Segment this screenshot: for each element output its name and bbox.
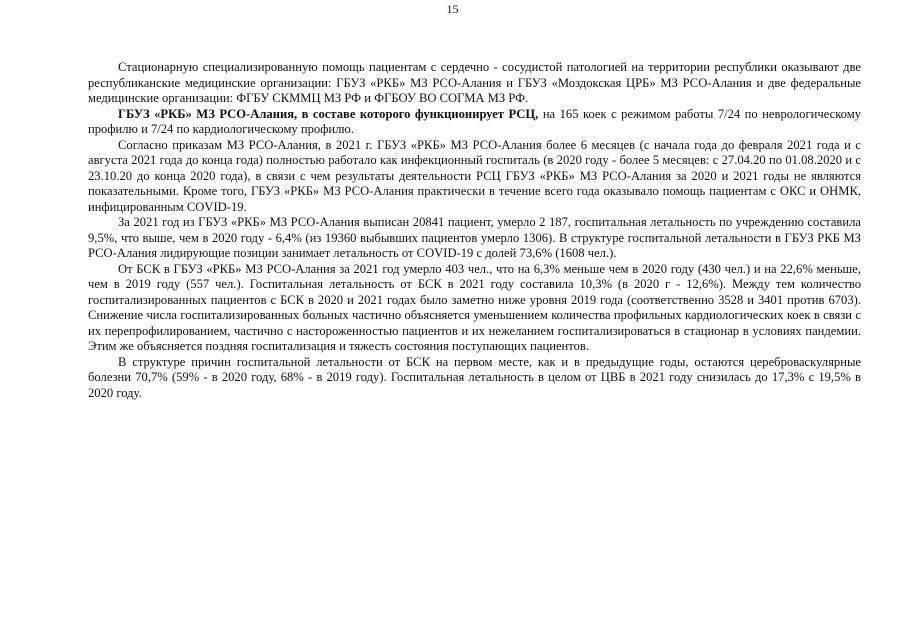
paragraph-bsk-deaths: От БСК в ГБУЗ «РКБ» МЗ РСО-Алания за 2021 год умерло 403 чел., что на 6,3% меньше чем в 2020 году (430 чел.) и на 22,6% меньше, чем в 2019 году (557 чел.). Госпитальная летальность от БСК в 2021 году составила 10,3% (в 2020 г - 12,6%). Между тем количество госпитализированных пациентов с БСК в 2020 и 2021 годах было заметно ниже уровня 2019 года (соответственно 3528 и 3401 против 6703). Снижение числа госпитализированных больных частично объясняется уменьшением количества профильных кардиологических коек в связи с их перепрофилированием, частично с настороженностью пациентов и их нежеланием госпитализироваться в стационар в условиях пандемии. Этим же объясняется поздняя госпитализация и тяжесть состояния поступающих пациентов. xyxy=(88,261,861,353)
paragraph-cvd-structure: В структуре причин госпитальной летальности от БСК на первом месте, как и в предыдущие годы, остаются цереброваскулярные болезни 70,7% (59% - в 2020 году, 68% - в 2019 году). Госпитальная летальность в целом от ЦВБ в 2021 году снизилась до 17,3% с 19,5% в 2020 году. xyxy=(88,354,861,400)
document-body xyxy=(88,60,861,401)
paragraph-covid-hospital: Согласно приказам МЗ РСО-Алания, в 2021 г. ГБУЗ «РКБ» МЗ РСО-Алания более 6 месяцев (с начала года до февраля 2021 года и с августа 2021 года до конца года) полностью работало как инфекционный госпиталь (в 2020 году - более 5 месяцев: с 27.04.20 по 01.08.2020 и с 23.10.20 до конца 2020 года), в связи с чем результаты деятельности РСЦ ГБУЗ «РКБ» МЗ РСО-Алания за 2020 и 2021 годы не являются показательными. Кроме того, ГБУЗ «РКБ» МЗ РСО-Алания практически в течение всего года оказывало помощь пациентам с ОКС и ОНМК, инфицированным COVID-19. xyxy=(88,137,861,214)
rkb-rsc-bold-lead: ГБУЗ «РКБ» МЗ РСО-Алания, в составе которого функционирует РСЦ, xyxy=(118,106,539,121)
paragraph-inpatient-care: Стационарную специализированную помощь пациентам с сердечно - сосудистой патологией на территории республики оказывают две республиканские медицинские организации: ГБУЗ «РКБ» МЗ РСО-Алания и ГБУЗ «Моздокская ЦРБ» МЗ РСО-Алания и две федеральные медицинские организации: ФГБУ СКММЦ МЗ РФ и ФГБОУ ВО СОГМА МЗ РФ. xyxy=(88,60,861,105)
paragraph-2021-mortality: За 2021 год из ГБУЗ «РКБ» МЗ РСО-Алания выписан 20841 пациент, умерло 2 187, госпитальная летальность по учреждению составила 9,5%, что выше, чем в 2020 году - 6,4% (из 19360 выбывших пациентов умерло 1306). В структуре госпитальной летальности в ГБУЗ РКБ МЗ РСО-Алания лидирующие позиции занимает летальность от COVID-19 с долей 73,6% (1608 чел.). xyxy=(88,215,861,260)
rkb-rsc-rest: на 165 коек с режимом работы 7/24 по неврологическому профилю и 7/24 по кардиологическому профилю. xyxy=(88,106,862,136)
paragraph-rkb-rsc xyxy=(88,107,861,138)
page-number: 15 xyxy=(446,2,459,16)
